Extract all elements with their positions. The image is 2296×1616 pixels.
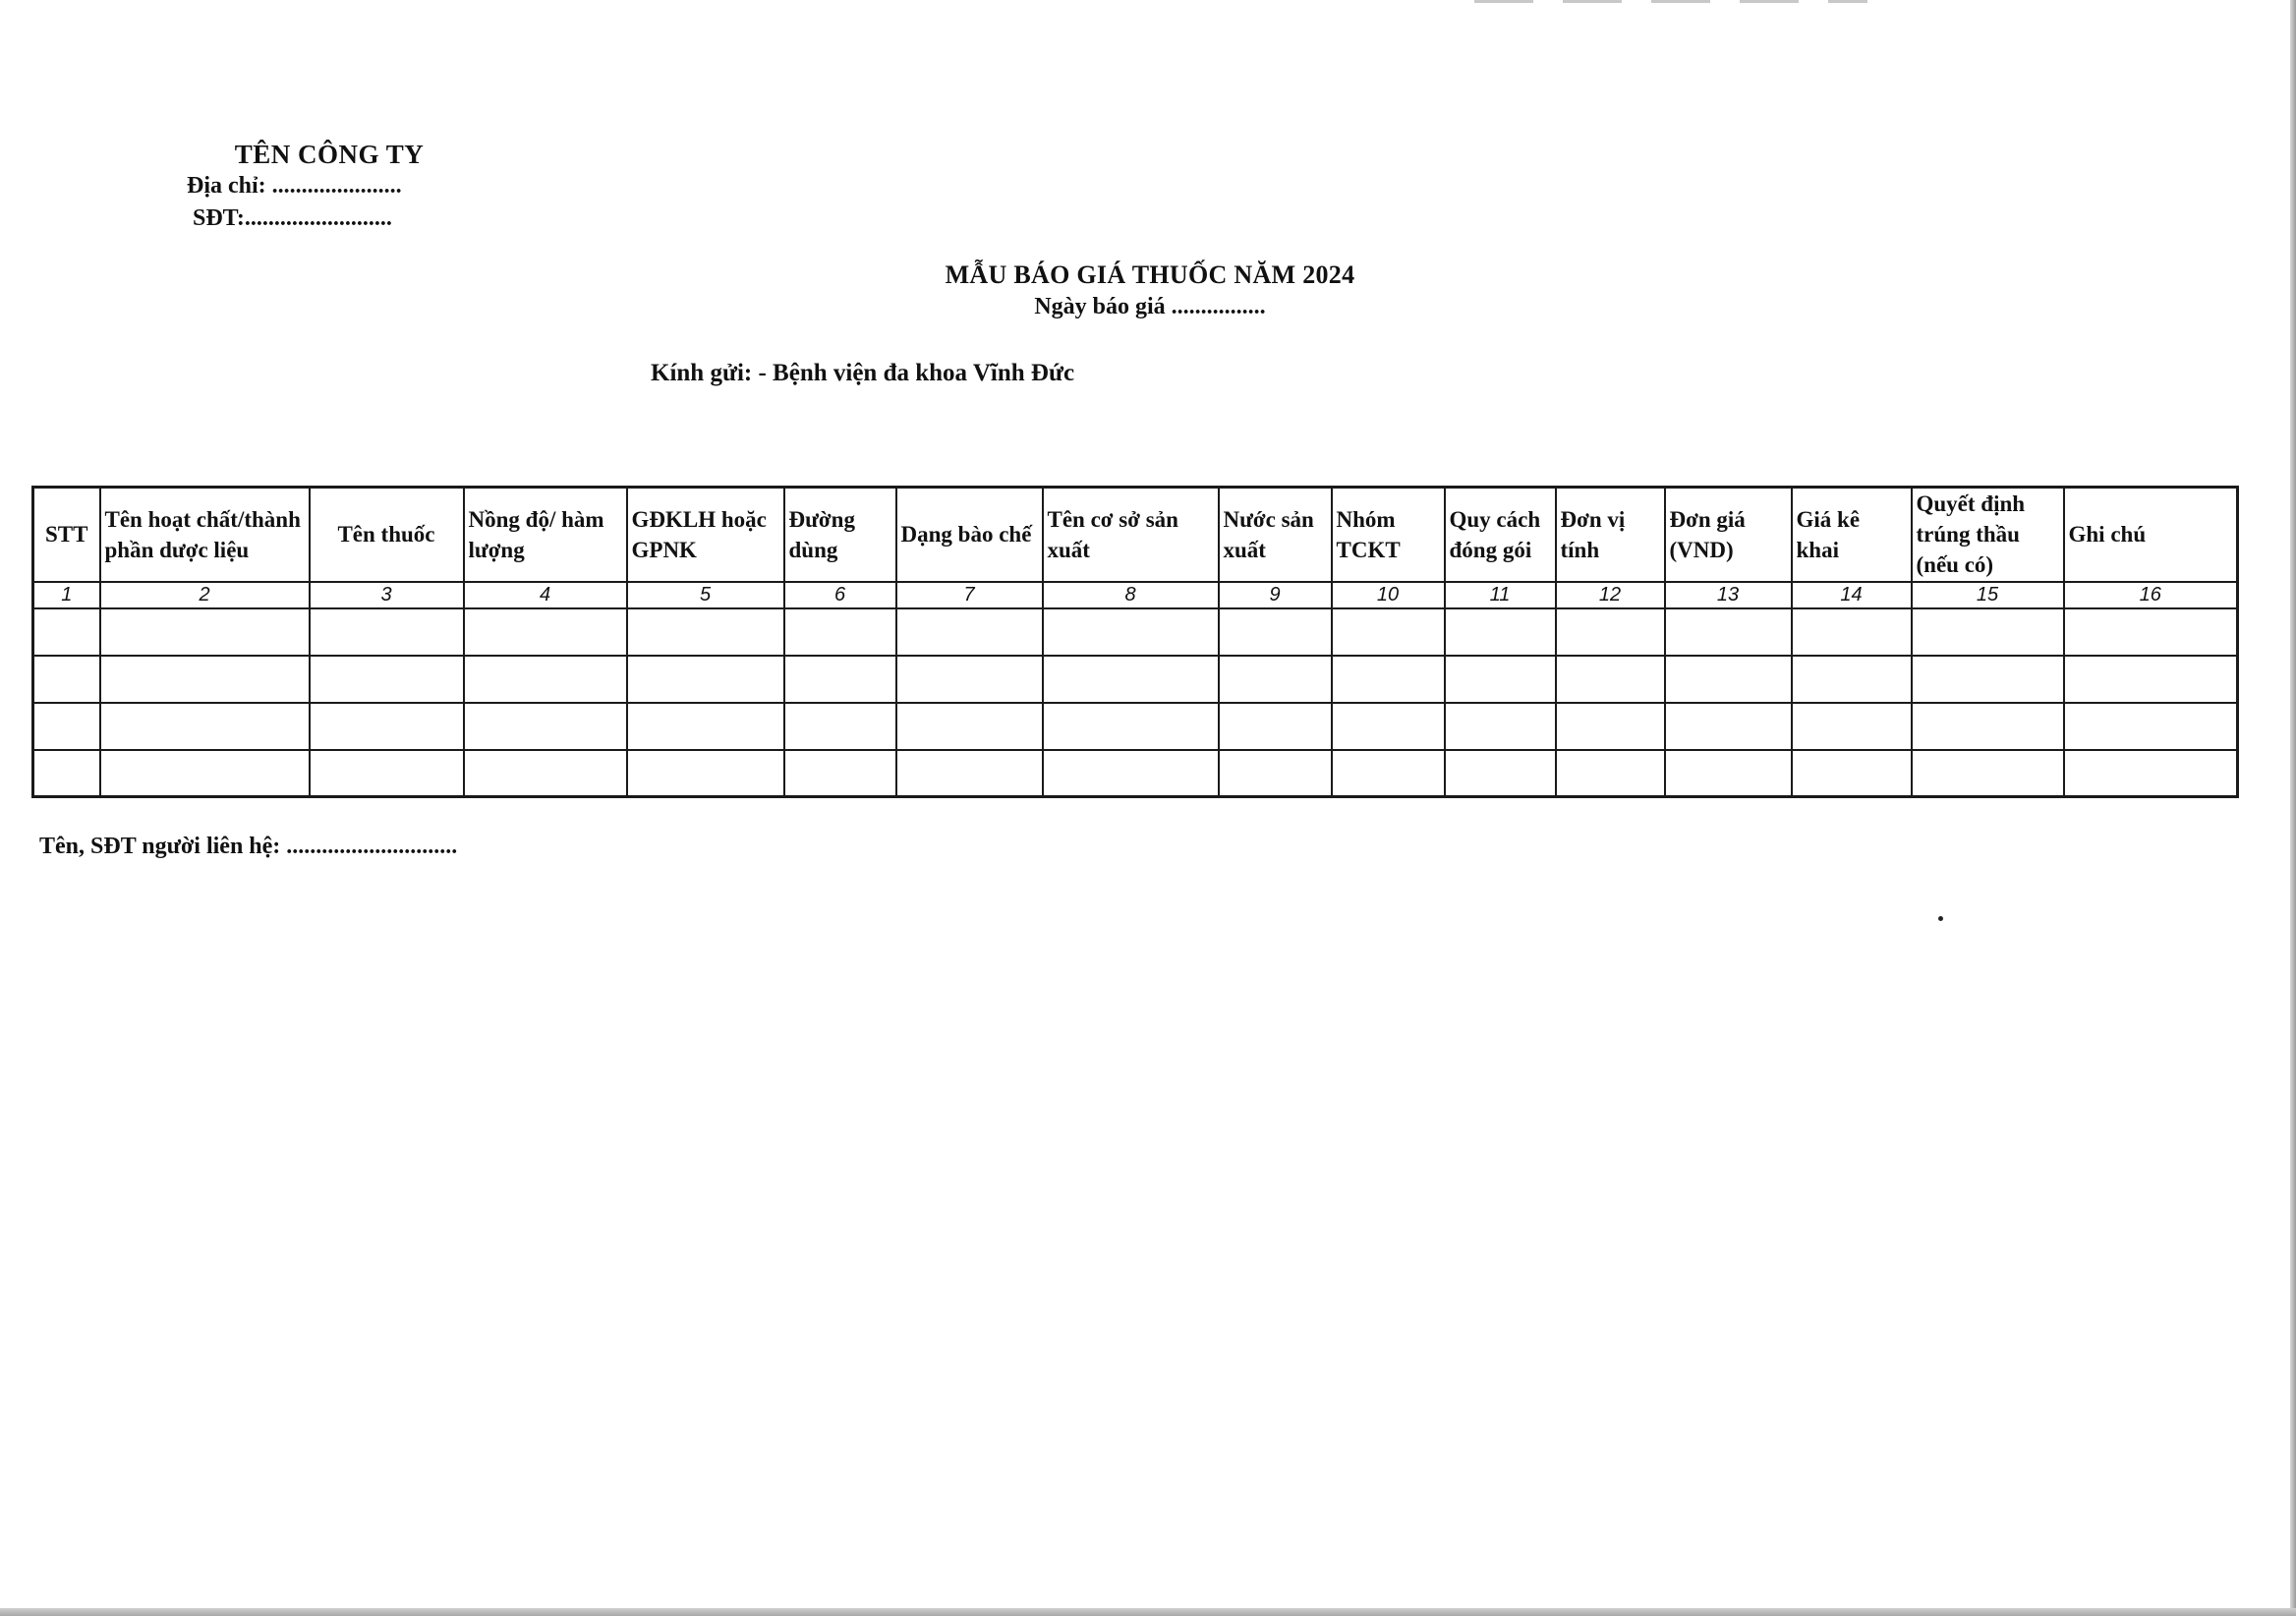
table-cell <box>1556 656 1665 703</box>
table-cell <box>627 703 784 750</box>
table-cell <box>1792 608 1912 656</box>
table-cell <box>1445 750 1556 797</box>
table-cell <box>1792 703 1912 750</box>
column-number: 10 <box>1332 582 1445 608</box>
column-number: 15 <box>1912 582 2064 608</box>
column-number: 2 <box>100 582 310 608</box>
column-number: 6 <box>784 582 896 608</box>
table-cell <box>1665 608 1792 656</box>
table-cell <box>1219 703 1332 750</box>
column-number-row <box>33 582 2238 608</box>
column-number: 14 <box>1792 582 1912 608</box>
table-cell <box>627 608 784 656</box>
column-number: 3 <box>310 582 464 608</box>
table-cell <box>1332 703 1445 750</box>
page-edge-bottom <box>0 1608 2296 1616</box>
table-cell <box>1665 750 1792 797</box>
table-cell <box>33 656 100 703</box>
table-cell <box>100 608 310 656</box>
table-cell <box>1445 703 1556 750</box>
scan-artifact <box>1474 0 1867 3</box>
company-name: TÊN CÔNG TY <box>234 140 425 169</box>
table-cell <box>33 750 100 797</box>
table-cell <box>100 656 310 703</box>
table-cell <box>1043 703 1219 750</box>
table-cell <box>310 703 464 750</box>
table-cell <box>1219 750 1332 797</box>
page-edge-right <box>2290 0 2296 1616</box>
table-cell <box>627 656 784 703</box>
table-cell <box>1912 703 2064 750</box>
company-header <box>187 140 472 235</box>
table-cell <box>1332 750 1445 797</box>
table-cell <box>1912 750 2064 797</box>
column-number: 7 <box>896 582 1043 608</box>
header-cell: Giá kê khai <box>1792 488 1912 582</box>
table-header-row <box>33 488 2238 582</box>
table-row <box>33 703 2238 750</box>
table-cell <box>1043 750 1219 797</box>
table-cell <box>896 750 1043 797</box>
table-cell <box>1445 608 1556 656</box>
table-cell <box>784 750 896 797</box>
table-cell <box>896 608 1043 656</box>
table-cell <box>1556 608 1665 656</box>
table-cell <box>2064 750 2238 797</box>
table-cell <box>1445 656 1556 703</box>
header-cell: Tên hoạt chất/thành phần dược liệu <box>100 488 310 582</box>
header-cell: Đơn giá (VND) <box>1665 488 1792 582</box>
header-cell: Quy cách đóng gói <box>1445 488 1556 582</box>
header-cell: Quyết định trúng thầu (nếu có) <box>1912 488 2064 582</box>
header-cell: Nước sản xuất <box>1219 488 1332 582</box>
contact-line: Tên, SĐT người liên hệ: ............................. <box>39 834 458 859</box>
table-cell <box>100 703 310 750</box>
table-cell <box>1665 703 1792 750</box>
table-row <box>33 656 2238 703</box>
table-cell <box>464 656 627 703</box>
header-cell: Tên cơ sở sản xuất <box>1043 488 1219 582</box>
column-number: 12 <box>1556 582 1665 608</box>
header-cell: GĐKLH hoặc GPNK <box>627 488 784 582</box>
column-number: 1 <box>33 582 100 608</box>
table-cell <box>784 608 896 656</box>
table-cell <box>1219 608 1332 656</box>
column-number: 9 <box>1219 582 1332 608</box>
column-number: 4 <box>464 582 627 608</box>
table-cell <box>2064 608 2238 656</box>
table-cell <box>1043 608 1219 656</box>
table-cell <box>464 703 627 750</box>
table-cell <box>2064 703 2238 750</box>
column-number: 5 <box>627 582 784 608</box>
table-cell <box>310 750 464 797</box>
table-cell <box>784 703 896 750</box>
table-cell <box>310 656 464 703</box>
table-cell <box>627 750 784 797</box>
column-number: 8 <box>1043 582 1219 608</box>
header-cell: Ghi chú <box>2064 488 2238 582</box>
header-cell: Đường dùng <box>784 488 896 582</box>
addressee: Kính gửi: - Bệnh viện đa khoa Vĩnh Đức <box>651 360 1075 386</box>
header-cell: Nồng độ/ hàm lượng <box>464 488 627 582</box>
table-cell <box>1043 656 1219 703</box>
scan-speck <box>1938 916 1943 921</box>
table-cell <box>1912 656 2064 703</box>
table-cell <box>310 608 464 656</box>
quote-date: Ngày báo giá ................ <box>1034 294 1266 319</box>
table-cell <box>896 703 1043 750</box>
table-cell <box>784 656 896 703</box>
table-cell <box>464 608 627 656</box>
table-cell <box>1556 750 1665 797</box>
column-number: 16 <box>2064 582 2238 608</box>
table-cell <box>100 750 310 797</box>
header-cell: STT <box>33 488 100 582</box>
company-address: Địa chỉ: ...................... <box>187 173 402 199</box>
header-cell: Tên thuốc <box>310 488 464 582</box>
table-cell <box>1792 656 1912 703</box>
table-cell <box>1332 608 1445 656</box>
column-number: 13 <box>1665 582 1792 608</box>
table-cell <box>1912 608 2064 656</box>
table-row <box>33 608 2238 656</box>
column-number: 11 <box>1445 582 1556 608</box>
table-cell <box>1332 656 1445 703</box>
document-title: MẪU BÁO GIÁ THUỐC NĂM 2024 <box>945 260 1355 289</box>
header-cell: Đơn vị tính <box>1556 488 1665 582</box>
table-cell <box>33 703 100 750</box>
table-cell <box>1556 703 1665 750</box>
table-cell <box>1219 656 1332 703</box>
table-cell <box>2064 656 2238 703</box>
table-cell <box>896 656 1043 703</box>
header-cell: Dạng bào chế <box>896 488 1043 582</box>
table-cell <box>1792 750 1912 797</box>
company-phone: SĐT:......................... <box>193 205 392 231</box>
table-cell <box>464 750 627 797</box>
table-cell <box>33 608 100 656</box>
table-row <box>33 750 2238 797</box>
price-quote-table <box>31 486 2239 798</box>
header-cell: Nhóm TCKT <box>1332 488 1445 582</box>
table-cell <box>1665 656 1792 703</box>
